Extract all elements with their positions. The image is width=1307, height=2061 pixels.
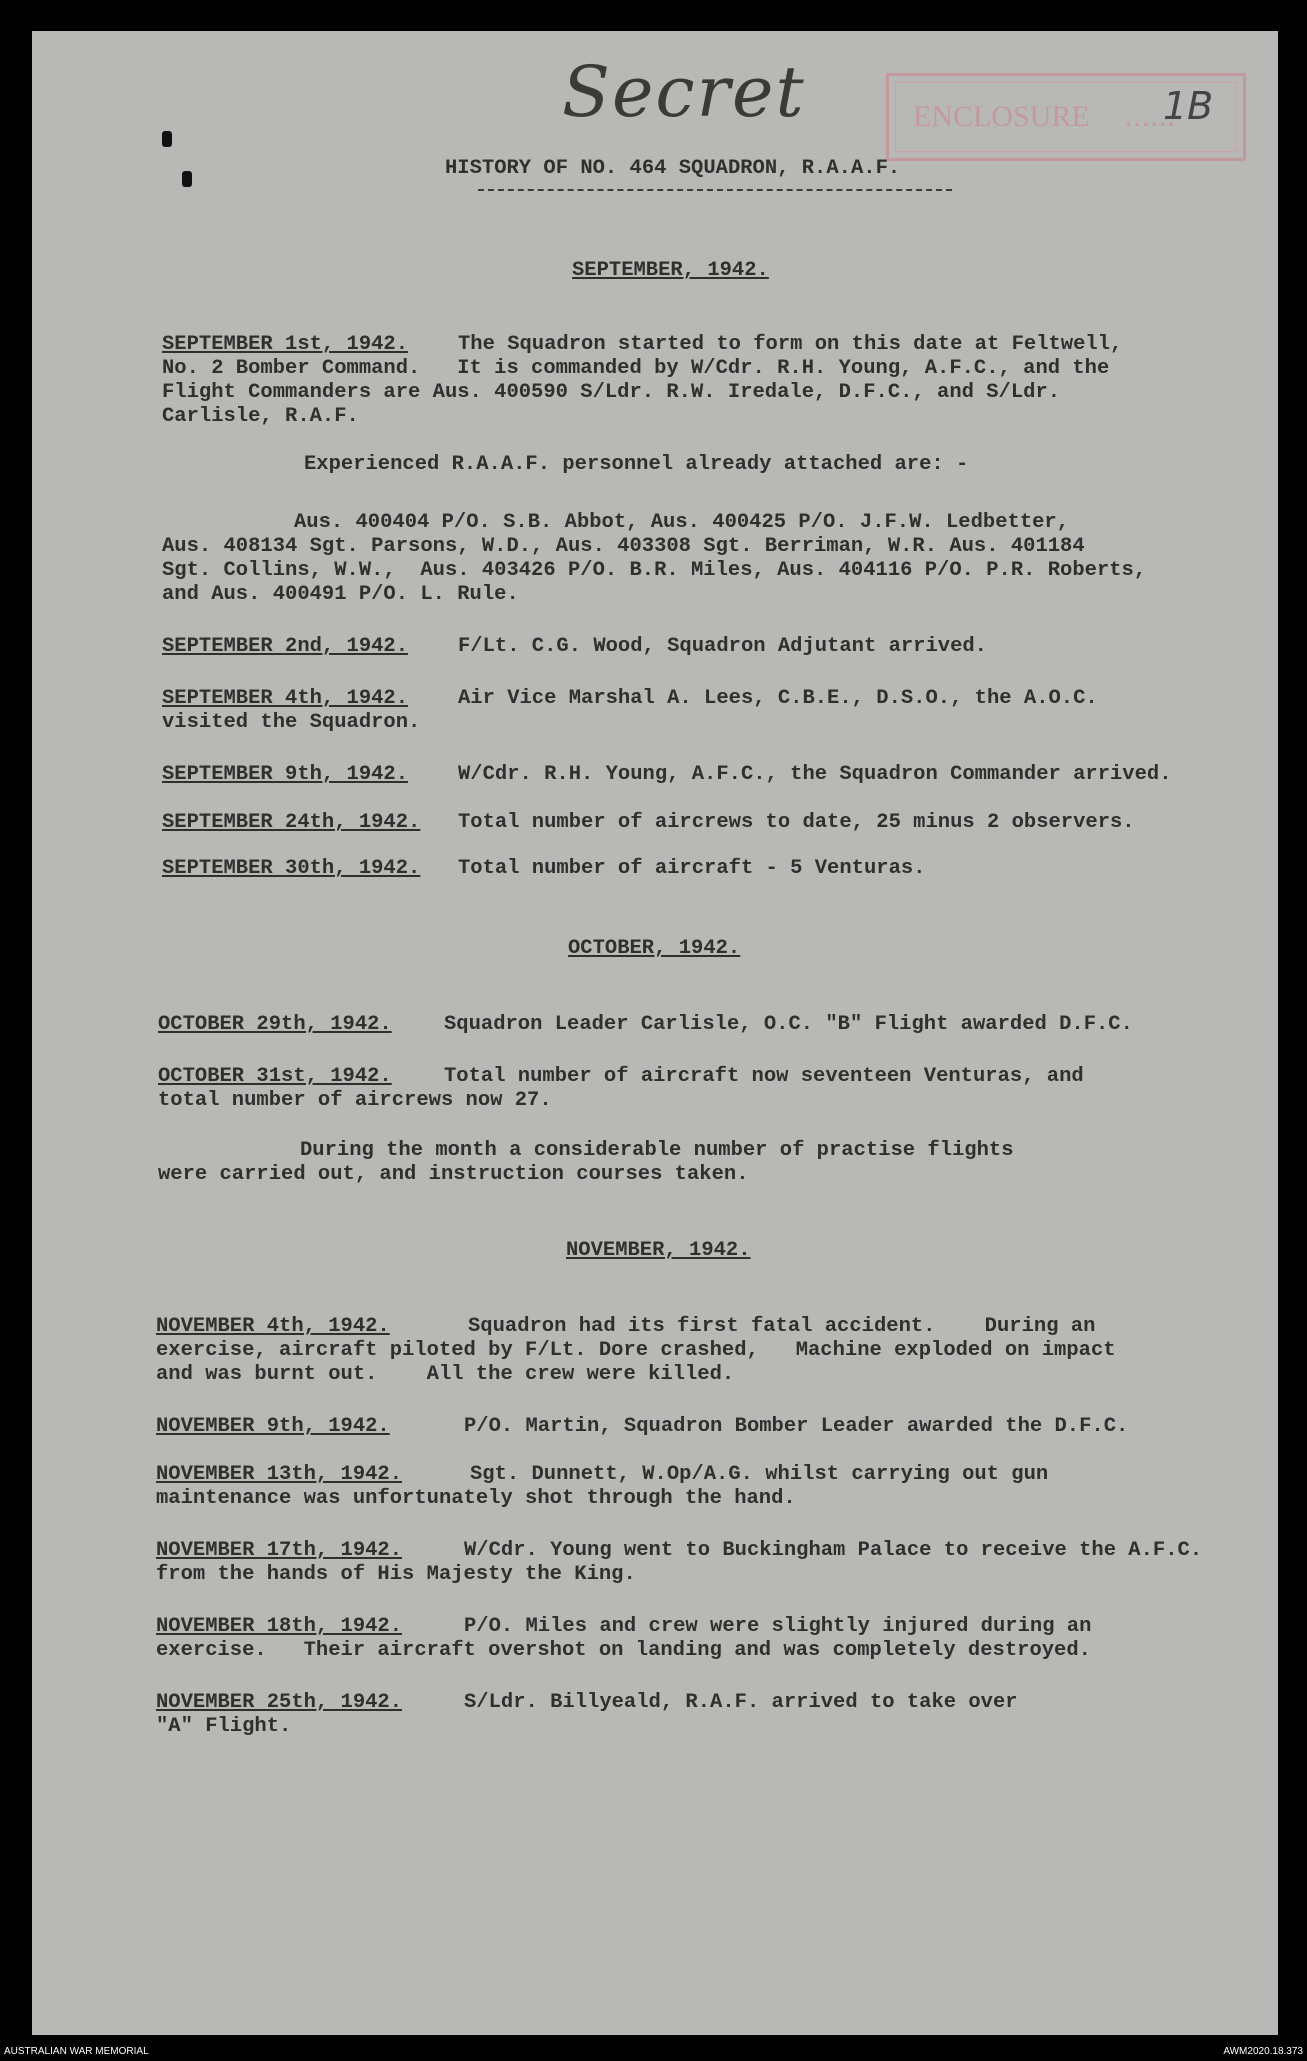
entry-text: No. 2 Bomber Command. It is commanded by W/Cdr. R.H. Young, A.F.C., and the bbox=[162, 357, 1110, 380]
entry-text: P/O. Miles and crew were slightly injured during an bbox=[464, 1615, 1092, 1638]
document-page bbox=[32, 31, 1278, 2035]
entry-text: Sgt. Dunnett, W.Op/A.G. whilst carrying out gun bbox=[470, 1463, 1049, 1486]
punch-hole-top bbox=[162, 131, 172, 147]
entry-text: W/Cdr. Young went to Buckingham Palace to receive the A.F.C. bbox=[464, 1539, 1203, 1562]
personnel-line: and Aus. 400491 P/O. L. Rule. bbox=[162, 583, 519, 606]
entry-text: "A" Flight. bbox=[156, 1715, 292, 1738]
entry-date: NOVEMBER 25th, 1942. bbox=[156, 1691, 403, 1714]
entry-date: SEPTEMBER 9th, 1942. bbox=[162, 763, 409, 786]
section-heading-november: NOVEMBER, 1942. bbox=[566, 1239, 751, 1262]
enclosure-stamp bbox=[886, 73, 1246, 161]
entry-text: from the hands of His Majesty the King. bbox=[156, 1563, 636, 1586]
footer-reference: AWM2020.18.373 bbox=[1223, 2046, 1303, 2057]
entry-date: SEPTEMBER 24th, 1942. bbox=[162, 811, 421, 834]
entry-text: Carlisle, R.A.F. bbox=[162, 405, 359, 428]
entry-date: NOVEMBER 4th, 1942. bbox=[156, 1315, 390, 1338]
section-heading-october: OCTOBER, 1942. bbox=[568, 937, 741, 960]
punch-hole-bottom bbox=[182, 171, 192, 187]
entry-date: NOVEMBER 9th, 1942. bbox=[156, 1415, 390, 1438]
entry-date: NOVEMBER 13th, 1942. bbox=[156, 1463, 403, 1486]
entry-date: OCTOBER 31st, 1942. bbox=[158, 1065, 392, 1088]
handwritten-secret: Secret bbox=[562, 51, 806, 133]
entry-text: P/O. Martin, Squadron Bomber Leader awarded the D.F.C. bbox=[464, 1415, 1129, 1438]
personnel-line: Sgt. Collins, W.W., Aus. 403426 P/O. B.R. Miles, Aus. 404116 P/O. P.R. Roberts, bbox=[162, 559, 1147, 582]
title-rule bbox=[478, 189, 952, 191]
entry-date: OCTOBER 29th, 1942. bbox=[158, 1013, 392, 1036]
entry-text: were carried out, and instruction courses taken. bbox=[158, 1163, 749, 1186]
entry-text: S/Ldr. Billyeald, R.A.F. arrived to take over bbox=[464, 1691, 1018, 1714]
footer-credit: AUSTRALIAN WAR MEMORIAL bbox=[4, 2046, 149, 2057]
entry-text: Flight Commanders are Aus. 400590 S/Ldr. R.W. Iredale, D.F.C., and S/Ldr. bbox=[162, 381, 1061, 404]
entry-text: visited the Squadron. bbox=[162, 711, 421, 734]
entry-text: Squadron Leader Carlisle, O.C. "B" Flight awarded D.F.C. bbox=[444, 1013, 1133, 1036]
entry-text: Total number of aircraft - 5 Venturas. bbox=[458, 857, 926, 880]
entry-date: SEPTEMBER 30th, 1942. bbox=[162, 857, 421, 880]
personnel-line: Aus. 400404 P/O. S.B. Abbot, Aus. 400425 P/O. J.F.W. Ledbetter, bbox=[294, 511, 1070, 534]
personnel-line: Aus. 408134 Sgt. Parsons, W.D., Aus. 403308 Sgt. Berriman, W.R. Aus. 401184 bbox=[162, 535, 1085, 558]
entry-text: Air Vice Marshal A. Lees, C.B.E., D.S.O., the A.O.C. bbox=[458, 687, 1098, 710]
entry-date: NOVEMBER 18th, 1942. bbox=[156, 1615, 403, 1638]
entry-text: Total number of aircraft now seventeen Venturas, and bbox=[444, 1065, 1084, 1088]
entry-text: exercise, aircraft piloted by F/Lt. Dore crashed, Machine exploded on impact bbox=[156, 1339, 1116, 1362]
entry-text: W/Cdr. R.H. Young, A.F.C., the Squadron Commander arrived. bbox=[458, 763, 1172, 786]
entry-text: During the month a considerable number of practise flights bbox=[300, 1139, 1014, 1162]
entry-text: Total number of aircrews to date, 25 minus 2 observers. bbox=[458, 811, 1135, 834]
entry-text: Squadron had its first fatal accident. During an bbox=[468, 1315, 1096, 1338]
enclosure-dots: ...... bbox=[1125, 100, 1176, 133]
entry-text: Experienced R.A.A.F. personnel already attached are: - bbox=[304, 453, 969, 476]
entry-text: The Squadron started to form on this date at Feltwell, bbox=[458, 333, 1123, 356]
entry-text: maintenance was unfortunately shot through the hand. bbox=[156, 1487, 796, 1510]
enclosure-label: ENCLOSURE bbox=[913, 100, 1090, 133]
document-title: HISTORY OF NO. 464 SQUADRON, R.A.A.F. bbox=[445, 157, 901, 180]
entry-text: exercise. Their aircraft overshot on landing and was completely destroyed. bbox=[156, 1639, 1091, 1662]
entry-date: NOVEMBER 17th, 1942. bbox=[156, 1539, 403, 1562]
entry-date: SEPTEMBER 2nd, 1942. bbox=[162, 635, 409, 658]
enclosure-number: 1B bbox=[1163, 84, 1214, 128]
entry-text: and was burnt out. All the crew were killed. bbox=[156, 1363, 735, 1386]
entry-text: total number of aircrews now 27. bbox=[158, 1089, 552, 1112]
entry-date: SEPTEMBER 1st, 1942. bbox=[162, 333, 409, 356]
entry-date: SEPTEMBER 4th, 1942. bbox=[162, 687, 409, 710]
section-heading-september: SEPTEMBER, 1942. bbox=[572, 259, 769, 282]
entry-text: F/Lt. C.G. Wood, Squadron Adjutant arrived. bbox=[458, 635, 987, 658]
